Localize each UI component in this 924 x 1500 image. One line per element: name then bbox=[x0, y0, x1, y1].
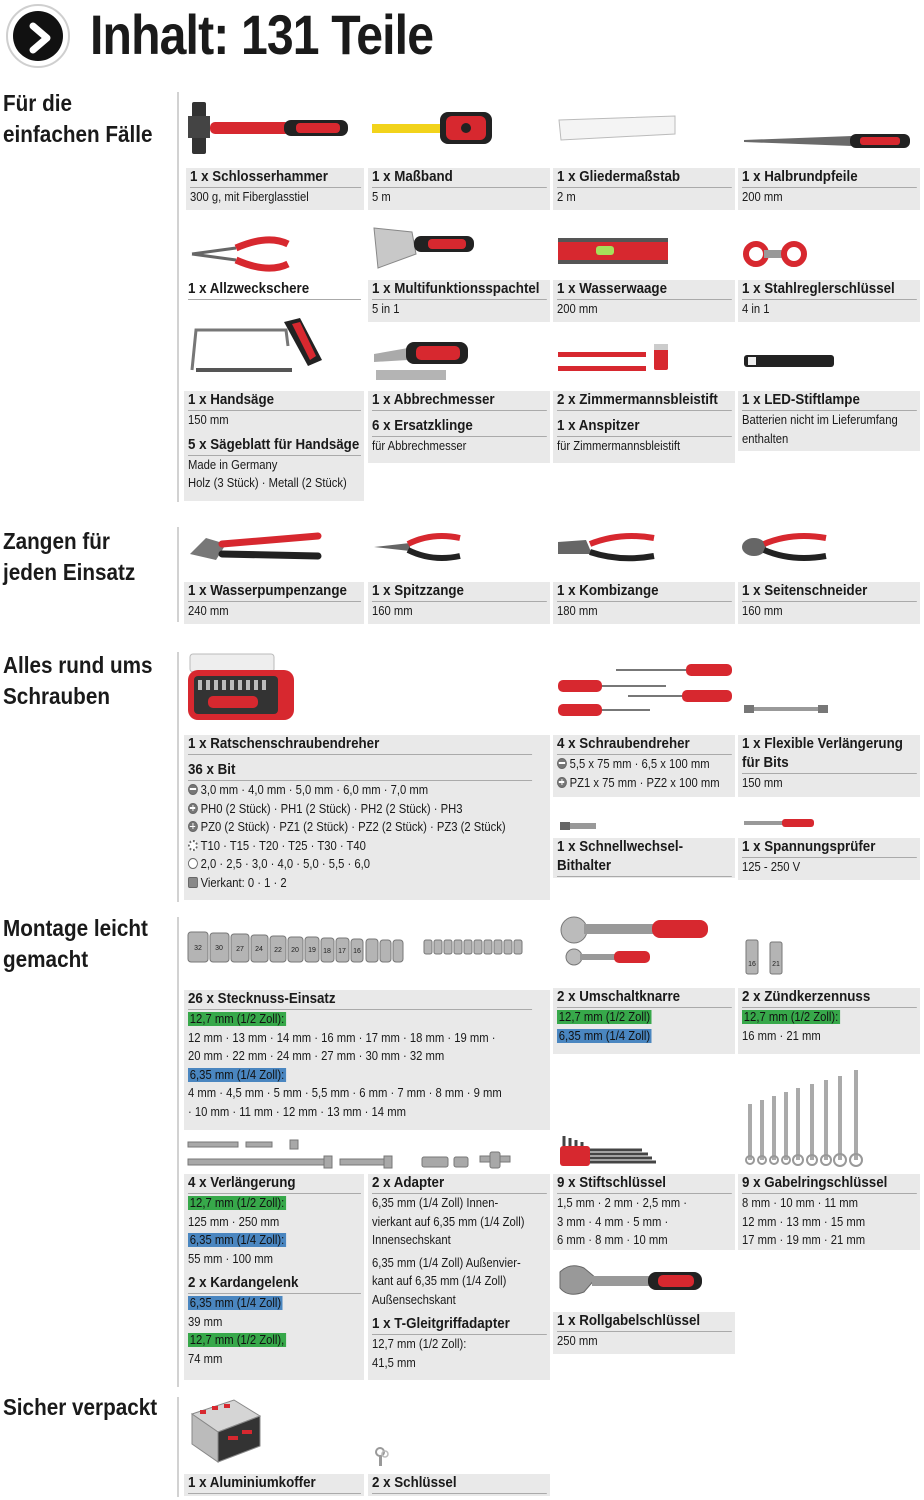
socket-label: 21 bbox=[772, 961, 780, 968]
item-schluessel: 2 x Schlüssel bbox=[368, 1474, 550, 1496]
item-zuendkerzennuss: 2 x Zündkerzennuss 12,7 mm (1/2 Zoll): 16 mm · 21 mm bbox=[738, 988, 920, 1054]
flexible-extension-image bbox=[742, 702, 830, 716]
item-umschaltknarre: 2 x Umschaltknarre 12,7 mm (1/2 Zoll) 6,35 mm (1/4 Zoll) bbox=[553, 988, 735, 1054]
item-stecknuss: 26 x Stecknuss-Einsatz 12,7 mm (1/2 Zoll): 12 mm · 13 mm · 14 mm · 16 mm · 17 mm · 18 mm · 19 mm · 20 mm · 22 mm · 24 mm · 27 mm · 30 mm · 32 mm 6,35 mm (1/4 Zoll): 4 mm · 4,5 mm · 5 mm · 5,5 mm · 6 mm · 7 mm · 8 mm · 9 mm · 10 mm · 11 mm · 12 mm · 13 mm · 14 mm bbox=[184, 990, 550, 1130]
water-pump-pliers-image bbox=[186, 530, 326, 566]
item-gliedermassstab: 1 x Gliedermaßstab 2 m bbox=[553, 168, 735, 210]
hacksaw-image bbox=[188, 312, 328, 382]
item-abbrechmesser: 1 x Abbrechmesser 6 x Ersatzklinge für Abbrechmesser bbox=[368, 391, 550, 463]
drive-badge-12-7: 12,7 mm (1/2 Zoll): bbox=[189, 1012, 285, 1026]
scissors-image bbox=[188, 234, 293, 274]
socket-label: 20 bbox=[291, 947, 299, 954]
socket-label: 27 bbox=[236, 946, 244, 953]
section-divider bbox=[177, 92, 179, 502]
tape-measure-image bbox=[370, 104, 500, 148]
section-divider bbox=[177, 1397, 179, 1497]
item-spannungspruefer: 1 x Spannungsprüfer 125 - 250 V bbox=[738, 838, 920, 880]
spirit-level-image bbox=[556, 234, 671, 268]
socket-label: 32 bbox=[194, 945, 202, 952]
extensions-adapters-image bbox=[186, 1138, 516, 1172]
key-icon bbox=[372, 1446, 392, 1468]
sockets-image bbox=[186, 926, 531, 968]
adjustable-wrench-image bbox=[556, 1262, 706, 1306]
hex-bit-icon bbox=[188, 858, 198, 869]
drive-badge-6-35: 6,35 mm (1/4 Zoll): bbox=[189, 1067, 285, 1082]
item-zimmermann: 2 x Zimmermannsbleistift 1 x Anspitzer für Zimmermannsbleistift bbox=[553, 391, 735, 463]
pozidriv-bit-icon bbox=[557, 777, 567, 788]
pencil-image bbox=[556, 340, 674, 380]
item-kombizange: 1 x Kombizange 180 mm bbox=[553, 582, 735, 624]
item-schraubendreher: 4 x Schraubendreher 5,5 x 75 mm · 6,5 x 100 mm PZ1 x 75 mm · PZ2 x 100 mm bbox=[553, 735, 735, 797]
file-image bbox=[742, 128, 917, 154]
voltage-tester-image bbox=[742, 816, 817, 830]
item-handsaege: 1 x Handsäge 150 mm 5 x Sägeblatt für Handsäge Made in Germany Holz (3 Stück) · Metall (2 Stück) bbox=[184, 391, 364, 501]
hex-key-set-image bbox=[556, 1126, 676, 1170]
socket-label: 17 bbox=[338, 948, 346, 955]
socket-label: 24 bbox=[255, 946, 263, 953]
square-bit-icon bbox=[188, 877, 198, 888]
led-pen-light-image bbox=[742, 350, 837, 372]
item-adapter: 2 x Adapter 6,35 mm (1/4 Zoll) Innen- vierkant auf 6,35 mm (1/4 Zoll) Innensechskant 6,35 mm (1/4 Zoll) Außenvier- kant auf 6,35 mm (1/4 Zoll) Außensechskant 1 x T-Gleitgriffadapter 12,7 mm (1/2 Zoll): 41,5 mm bbox=[368, 1174, 550, 1380]
scraper-image bbox=[372, 224, 477, 272]
item-verlaengerung: 4 x Verlängerung 12,7 mm (1/2 Zoll): 125 mm · 250 mm 6,35 mm (1/4 Zoll): 55 mm · 100 mm 2 x Kardangelenk 6,35 mm (1/4 Zoll) 39 mm 12,7 mm (1/2 Zoll), 74 mm bbox=[184, 1174, 364, 1380]
item-massband: 1 x Maßband 5 m bbox=[368, 168, 550, 210]
side-cutter-image bbox=[740, 532, 832, 562]
slotted-bit-icon bbox=[557, 758, 567, 769]
drive-badge-6-35: 6,35 mm (1/4 Zoll) bbox=[189, 1296, 282, 1310]
cutter-knife-image bbox=[372, 338, 472, 384]
item-halbrundpfeile: 1 x Halbrundpfeile 200 mm bbox=[738, 168, 920, 210]
socket-label: 30 bbox=[215, 945, 223, 952]
item-ratschenschraubendreher: 1 x Ratschenschraubendreher 36 x Bit 3,0 mm · 4,0 mm · 5,0 mm · 6,0 mm · 7,0 mm PH0 (2 Stück) · PH1 (2 Stück) · PH2 (2 Stück) · PH3 PZ0 (2 Stück) · PZ1 (2 Stück) · PZ2 (2 Stück) · PZ3 (2 Stück) T10 · T15 · T20 · T25 · T30 · T40 2,0 · 2,5 · 3,0 · 4,0 · 5,0 · 5,5 · 6,0 Vierkant: 0 · 1 · 2 bbox=[184, 735, 550, 900]
item-aluminiumkoffer: 1 x Aluminiumkoffer bbox=[184, 1474, 364, 1496]
section-title-schrauben: Alles rund ums Schrauben bbox=[3, 652, 153, 709]
spark-plug-sockets-image bbox=[742, 936, 792, 978]
item-gabelringschluessel: 9 x Gabelringschlüssel 8 mm · 10 mm · 11 mm 12 mm · 13 mm · 15 mm 17 mm · 19 mm · 21 mm bbox=[738, 1174, 920, 1250]
item-seitenschneider: 1 x Seitenschneider 160 mm bbox=[738, 582, 920, 624]
section-title-verpackt: Sicher verpackt bbox=[3, 1394, 158, 1420]
item-spitzzange: 1 x Spitzzange 160 mm bbox=[368, 582, 550, 624]
ratchets-image bbox=[556, 914, 712, 970]
item-rollgabelschluessel: 1 x Rollgabelschlüssel 250 mm bbox=[553, 1312, 735, 1354]
bit-hex: 2,0 · 2,5 · 3,0 · 4,0 · 5,0 · 5,5 · 6,0 bbox=[188, 855, 525, 874]
needle-nose-pliers-image bbox=[372, 532, 464, 562]
item-wasserpumpen: 1 x Wasserpumpenzange 240 mm bbox=[184, 582, 364, 624]
bit-square: Vierkant: 0 · 1 · 2 bbox=[188, 874, 525, 893]
aluminium-case-image bbox=[188, 1396, 264, 1466]
bit-ph: PH0 (2 Stück) · PH1 (2 Stück) · PH2 (2 Stück) · PH3 bbox=[188, 800, 525, 819]
chevron-right-icon bbox=[6, 4, 70, 68]
item-wasserwaage: 1 x Wasserwaage 200 mm bbox=[553, 280, 735, 322]
item-schnellwechsel: 1 x Schnellwechsel- Bithalter bbox=[553, 838, 735, 878]
drive-badge-6-35: 6,35 mm (1/4 Zoll): bbox=[189, 1233, 285, 1247]
page-title: Inhalt: 131 Teile bbox=[90, 3, 434, 66]
combination-wrenches-image bbox=[742, 1064, 872, 1168]
drive-badge-12-7: 12,7 mm (1/2 Zoll): bbox=[743, 1010, 839, 1024]
drive-badge-6-35: 6,35 mm (1/4 Zoll) bbox=[558, 1028, 651, 1043]
socket-label: 18 bbox=[323, 948, 331, 955]
item-stahlregler: 1 x Stahlreglerschlüssel 4 in 1 bbox=[738, 280, 920, 322]
drive-badge-12-7: 12,7 mm (1/2 Zoll) bbox=[558, 1010, 651, 1024]
folding-rule-image bbox=[555, 112, 680, 146]
item-schlosserhammer: 1 x Schlosserhammer 300 g, mit Fiberglasstiel bbox=[186, 168, 364, 210]
screwdrivers-image bbox=[556, 660, 736, 718]
drive-badge-12-7: 12,7 mm (1/2 Zoll): bbox=[189, 1196, 285, 1210]
section-divider bbox=[177, 917, 179, 1387]
item-spachtel: 1 x Multifunktionsspachtel 5 in 1 bbox=[368, 280, 550, 322]
regulator-key-image bbox=[742, 238, 812, 270]
section-title-montage: Montage leicht gemacht bbox=[3, 915, 148, 972]
item-flexible-verlaengerung: 1 x Flexible Verlängerung für Bits 150 mm bbox=[738, 735, 920, 797]
socket-label: 22 bbox=[274, 947, 282, 954]
pozidriv-bit-icon bbox=[188, 821, 198, 832]
section-title-zangen: Zangen für jeden Einsatz bbox=[3, 528, 136, 585]
section-divider bbox=[177, 652, 179, 902]
torx-bit-icon bbox=[188, 840, 198, 851]
item-led: 1 x LED-Stiftlampe Batterien nicht im Lieferumfang enthalten bbox=[738, 391, 920, 451]
hammer-image bbox=[184, 100, 354, 160]
bit-pz: PZ0 (2 Stück) · PZ1 (2 Stück) · PZ2 (2 Stück) · PZ3 (2 Stück) bbox=[188, 818, 525, 837]
item-allzweckschere: 1 x Allzweckschere bbox=[184, 280, 364, 302]
socket-label: 19 bbox=[308, 947, 316, 954]
slotted-bit-icon bbox=[188, 784, 198, 795]
item-stiftschluessel: 9 x Stiftschlüssel 1,5 mm · 2 mm · 2,5 mm · 3 mm · 4 mm · 5 mm · 6 mm · 8 mm · 10 mm bbox=[553, 1174, 735, 1250]
socket-label: 16 bbox=[353, 948, 361, 955]
bit-holder-image bbox=[558, 820, 598, 832]
bit-torx: T10 · T15 · T20 · T25 · T30 · T40 bbox=[188, 837, 525, 856]
ratchet-screwdriver-set-image bbox=[186, 652, 298, 724]
socket-label: 16 bbox=[748, 961, 756, 968]
drive-badge-12-7: 12,7 mm (1/2 Zoll), bbox=[189, 1333, 285, 1347]
section-title-einfache-faelle: Für die einfachen Fälle bbox=[3, 90, 153, 147]
combination-pliers-image bbox=[556, 532, 658, 562]
phillips-bit-icon bbox=[188, 803, 198, 814]
section-divider bbox=[177, 527, 179, 622]
bit-slotted: 3,0 mm · 4,0 mm · 5,0 mm · 6,0 mm · 7,0 mm bbox=[188, 781, 525, 800]
